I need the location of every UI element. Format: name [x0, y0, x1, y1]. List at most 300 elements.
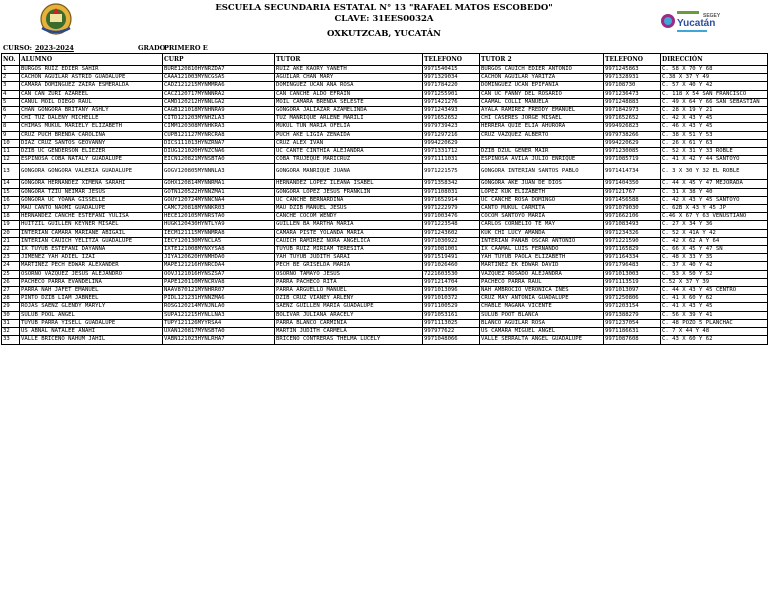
cell-tutor2: DOMINGUEZ UCAN EPIFANIA	[480, 82, 604, 90]
cell-tutor2: UC CANCHE ROSA DOMINGO	[480, 196, 604, 204]
cell-alumno: ESPINOSA COBA NATALY GUADALUPE	[20, 156, 163, 164]
cell-telefono: 9971053161	[423, 311, 480, 319]
cell-tutor2: CRUZ MAY ANTONIA GUADALUPE	[480, 295, 604, 303]
cell-no: 29	[2, 303, 20, 311]
table-row	[2, 82, 768, 90]
table-row	[2, 295, 768, 303]
cell-no: 32	[2, 328, 20, 336]
cell-alumno: TUYUB PARRA YISELL GUADALUPE	[20, 319, 163, 327]
cell-tutor2: KUK CHI LUCY AMANDA	[480, 229, 604, 237]
cell-tutor: AGUILAR CHAN MARY	[275, 74, 423, 82]
cell-tutor2: PACHECO PARRA RAUL	[480, 278, 604, 286]
cell-alumno: JIMENEZ YAH ADIEL IZAI	[20, 254, 163, 262]
cell-curp: GOUY120724MYNNCNA4	[163, 196, 275, 204]
cell-tutor2: GONGORA AKE JUAN DE DIOS	[480, 180, 604, 188]
table-row	[2, 156, 768, 164]
table-row	[2, 278, 768, 286]
cell-telefono: 9971111031	[423, 156, 480, 164]
cell-telefono: 997977622	[423, 328, 480, 336]
cell-alumno: US ABNAL NATALEE ANAHI	[20, 328, 163, 336]
table-row	[2, 303, 768, 311]
cell-curp: IECM121115MYNNMRA8	[163, 229, 275, 237]
table-row	[2, 262, 768, 270]
cell-tutor: UC CANCHE BERNARDINA	[275, 196, 423, 204]
cell-tutor2	[480, 139, 604, 147]
cell-curp: MAPE121216HYNRCDA4	[163, 262, 275, 270]
cell-direccion: C. 41 X 60 Y 62	[661, 295, 768, 303]
col-header-direccion: DIRECCIÓN	[661, 54, 768, 66]
cell-curp: PIDL121231HYNNZMA6	[163, 295, 275, 303]
cell-curp: PAPE120110MYNCRVA8	[163, 278, 275, 286]
table-row	[2, 270, 768, 278]
cell-alumno: GONGORA TZIU NEIMAR JESUS	[20, 188, 163, 196]
cell-tutor: RUIZ AKE KAORY YANETH	[275, 66, 423, 74]
cell-direccion: C. 42 X 43 Y 45 SANTOYO	[661, 196, 768, 204]
cell-telefono2: 9971079030	[604, 205, 661, 213]
cell-telefono2: 9971248883	[604, 98, 661, 106]
cell-telefono2: 9994926823	[604, 123, 661, 131]
cell-tutor2: CHABLE MAGANA VICENTE	[480, 303, 604, 311]
cell-no: 33	[2, 336, 20, 344]
cell-telefono: 9971784220	[423, 82, 480, 90]
cell-alumno: GONGORA GONGORA VALERIA GUADALUPE	[20, 164, 163, 180]
cell-curp: CACZ120717MYNNNRA2	[163, 90, 275, 98]
cell-no: 3	[2, 82, 20, 90]
cell-curp: CADZ121215MYNMMRA6	[163, 82, 275, 90]
cell-telefono2: 9971083493	[604, 221, 661, 229]
logo-brand-text: Yucatán	[677, 18, 716, 29]
cell-tutor2: CRUZ VAZQUEZ ALBERTO	[480, 131, 604, 139]
cell-tutor2: SULUB POOT BLANCA	[480, 311, 604, 319]
cell-tutor: MARTIN JUDITH CARMELA	[275, 328, 423, 336]
cell-tutor2: VALLE SERRALTA ANGEL GUADALUPE	[480, 336, 604, 344]
cell-telefono2: 9971237054	[604, 319, 661, 327]
cell-telefono: 9971108031	[423, 188, 480, 196]
cell-curp: SUPA121215HYNLLNA3	[163, 311, 275, 319]
table-row	[2, 196, 768, 204]
cell-telefono2: 9971404350	[604, 180, 661, 188]
table-row	[2, 74, 768, 82]
cell-direccion: C. 27 X 34 Y 36	[661, 221, 768, 229]
cell-curp: IECY120130MYNCLA5	[163, 237, 275, 245]
cell-alumno: BURGOS RUIZ EDIER SAHIR	[20, 66, 163, 74]
cell-telefono2: 9971113519	[604, 278, 661, 286]
table-row	[2, 311, 768, 319]
cell-alumno: CAN CAN ZURI AZAREEL	[20, 90, 163, 98]
cell-tutor: PARRA ARGUELLO MANUEL	[275, 287, 423, 295]
cell-alumno: IX TUYUB ESTEFANI DAYANNA	[20, 246, 163, 254]
cell-curp: CITD121203MYNHZLA3	[163, 115, 275, 123]
cell-curp: UXAN120817MYNSBTA0	[163, 328, 275, 336]
table-row	[2, 221, 768, 229]
cell-tutor: YAH TUYUB JUDITH SARAI	[275, 254, 423, 262]
cell-direccion: C.52 X 37 Y 39	[661, 278, 768, 286]
table-row	[2, 229, 768, 237]
cell-telefono2: 9971230085	[604, 148, 661, 156]
cell-tutor2: CANTO MUKUL CARMITA	[480, 205, 604, 213]
cell-telefono: 9971358342	[423, 180, 480, 188]
cell-telefono: 9971297216	[423, 131, 480, 139]
cell-direccion: C.46 X 67 Y 63 VENUSTIANO	[661, 213, 768, 221]
cell-direccion: C. 52 X 31 Y 33 ROBLE	[661, 148, 768, 156]
cell-telefono: 9971331712	[423, 148, 480, 156]
cell-telefono2: 9971250806	[604, 295, 661, 303]
cell-telefono: 9971243493	[423, 107, 480, 115]
cell-telefono2: 9971796483	[604, 262, 661, 270]
col-header-alumno: ALUMNO	[20, 54, 163, 66]
cell-telefono2: 9971662106	[604, 213, 661, 221]
cell-no: 23	[2, 254, 20, 262]
cell-alumno: ROJAS SAENZ GLENDY MARYLY	[20, 303, 163, 311]
table-row	[2, 66, 768, 74]
cell-no: 24	[2, 262, 20, 270]
cell-tutor2: CARLOS CORNELIO TE MAY	[480, 221, 604, 229]
cell-alumno: VALLE BRICEÑO NAHUM JAHIL	[20, 336, 163, 344]
cell-tutor: PARRA BLANCO CARMINIA	[275, 319, 423, 327]
cell-no: 20	[2, 229, 20, 237]
cell-tutor: OSORNO TAMAYO JESUS	[275, 270, 423, 278]
cell-alumno: CAMARA DOMINGUEZ ZAIRA ESMERALDA	[20, 82, 163, 90]
cell-curp: GOHX120814MYNNRMA1	[163, 180, 275, 188]
cell-tutor: TUYUB RUIZ MIRIAM TERESITA	[275, 246, 423, 254]
cell-curp: CUPB121127MYNRCRA8	[163, 131, 275, 139]
cell-telefono2: 9971087608	[604, 336, 661, 344]
cell-direccion: C. 56 X 39 Y 41	[661, 311, 768, 319]
government-emblem-icon	[660, 7, 720, 37]
cell-direccion: C. 52 X 41A Y 42	[661, 229, 768, 237]
table-body	[2, 66, 768, 345]
cell-no: 10	[2, 139, 20, 147]
cell-telefono2: 9971328931	[604, 74, 661, 82]
cell-curp: GOGV120805MYNNNLA3	[163, 164, 275, 180]
cell-no: 25	[2, 270, 20, 278]
cell-direccion: C. 37 X 40 Y 42	[661, 262, 768, 270]
cell-tutor: TUZ MANRIQUE ARLENE MARILI	[275, 115, 423, 123]
cell-curp: CAGB121018MYNHNRA9	[163, 107, 275, 115]
cell-telefono2: 9979738266	[604, 131, 661, 139]
cell-alumno: PINTO DZIB LIAM JABNEEL	[20, 295, 163, 303]
cell-tutor: HERNANDEZ LOPEZ ILEANA ISABEL	[275, 180, 423, 188]
cell-curp: DIUG121020HYNZCNA6	[163, 148, 275, 156]
cell-tutor: UC CANTE CINTHIA ALEJANDRA	[275, 148, 423, 156]
table-row	[2, 237, 768, 245]
government-logo	[660, 7, 720, 37]
table-row	[2, 164, 768, 180]
cell-no: 6	[2, 107, 20, 115]
cell-direccion: C. 43 X 60 Y 62	[661, 336, 768, 344]
cell-no: 28	[2, 295, 20, 303]
cell-telefono2: 997108730	[604, 82, 661, 90]
table-row	[2, 98, 768, 106]
cell-alumno: CHI TUZ DALENY MICHELLE	[20, 115, 163, 123]
cell-telefono: 9971221575	[423, 164, 480, 180]
cell-tutor2: YAH TUYUB PAOLA ELIZABETH	[480, 254, 604, 262]
cell-curp: NAAV870121MYNHRR07	[163, 287, 275, 295]
cell-no: 21	[2, 237, 20, 245]
cell-tutor: DZIB CRUZ VIANEY ARLENY	[275, 295, 423, 303]
cell-telefono2: 9971414734	[604, 164, 661, 180]
col-header-telefono: TELEFONO	[423, 54, 480, 66]
cell-no: 18	[2, 213, 20, 221]
cell-no: 5	[2, 98, 20, 106]
cell-curp: EICN120821MYNSBTA0	[163, 156, 275, 164]
col-header-tutor2: TUTOR 2	[480, 54, 604, 66]
table-row	[2, 148, 768, 156]
cell-no: 1	[2, 66, 20, 74]
cell-no: 9	[2, 131, 20, 139]
cell-telefono: 9971010372	[423, 295, 480, 303]
cell-direccion: C. 53 X 50 Y 52	[661, 270, 768, 278]
cell-tutor: GONGORA MANRIQUE JUANA	[275, 164, 423, 180]
cell-alumno: INTERIAN CAUICH YELITZA GUADALUPE	[20, 237, 163, 245]
cell-direccion: C. 48 POZO 5 PLANCHAC	[661, 319, 768, 327]
cell-curp: CAMC720818MYNNKR03	[163, 205, 275, 213]
cell-alumno: CRUZ PUCH BRENDA CAROLINA	[20, 131, 163, 139]
cell-alumno: CACHON AGUILAR ASTRID GUADALUPE	[20, 74, 163, 82]
cell-direccion: C. 48 X 33 Y 35	[661, 254, 768, 262]
cell-tutor2: LOPEZ KUK ELIZABETH	[480, 188, 604, 196]
cell-alumno: PARRA NAH JAFET EMANUEL	[20, 287, 163, 295]
cell-tutor2: ESPINOSA AVILA JULIO ENRIQUE	[480, 156, 604, 164]
cell-tutor2: VAZQUEZ ROSADO ALEJANDRA	[480, 270, 604, 278]
cell-telefono2: 9971388279	[604, 311, 661, 319]
cell-direccion: C. 38 X 51 Y 53	[661, 131, 768, 139]
cell-telefono: 9971329034	[423, 74, 480, 82]
cell-no: 13	[2, 164, 20, 180]
cell-tutor2: BLANCO AGUILAR ROSA	[480, 319, 604, 327]
cell-no: 14	[2, 180, 20, 188]
cell-telefono: 7221603530	[423, 270, 480, 278]
table-row	[2, 139, 768, 147]
cell-tutor: SAENZ GUILLEN MARIA GUADALUPE	[275, 303, 423, 311]
cell-telefono: 9971100529	[423, 303, 480, 311]
cell-tutor: PECH BE GRISELDA MARIA	[275, 262, 423, 270]
cell-direccion: C. 42 X 43 Y 45	[661, 115, 768, 123]
cell-curp: CAAA121003MYNCGSA5	[163, 74, 275, 82]
cell-telefono2: 9971013003	[604, 270, 661, 278]
cell-tutor: DOMINGUEZ UCAN ANA ROSA	[275, 82, 423, 90]
cell-tutor2: COCOM SANTOYO MARIA	[480, 213, 604, 221]
col-header-tutor: TUTOR	[275, 54, 423, 66]
cell-direccion: C.38 X 37 Y 49	[661, 74, 768, 82]
cell-telefono: 9971214704	[423, 278, 480, 286]
cell-no: 26	[2, 278, 20, 286]
cell-tutor: MOIL CAMARA BRENDA SELESTE	[275, 98, 423, 106]
cell-telefono: 9971222979	[423, 205, 480, 213]
cell-telefono2: 9971652652	[604, 115, 661, 123]
cell-alumno: GONGORA UC YOANA GISSELLE	[20, 196, 163, 204]
cell-tutor: GONGORA JALIAZAR AZAMELINDA	[275, 107, 423, 115]
cell-telefono: 9971421276	[423, 98, 480, 106]
cell-telefono2: 9971164334	[604, 254, 661, 262]
cell-direccion: C. 7 X 44 Y 48	[661, 328, 768, 336]
cell-telefono2: 9971013097	[604, 287, 661, 295]
cell-tutor2: CHI CASERES JORGE MISAEL	[480, 115, 604, 123]
table-row	[2, 115, 768, 123]
cell-telefono: 9979739423	[423, 123, 480, 131]
cell-telefono: 9971243602	[423, 229, 480, 237]
cell-telefono: 9971540415	[423, 66, 480, 74]
cell-direccion: C. 57 X 40 Y 42	[661, 82, 768, 90]
cell-curp: CAMD120212HYNNLGA2	[163, 98, 275, 106]
cell-direccion: C. 31 X 38 Y 40	[661, 188, 768, 196]
cell-tutor: CAUICH RAMIREZ NORA ANGELICA	[275, 237, 423, 245]
cell-alumno: SULUB POOL ANGEL	[20, 311, 163, 319]
grado-label: GRADO	[138, 44, 166, 52]
table-row	[2, 336, 768, 344]
table-row	[2, 213, 768, 221]
cell-alumno: PACHECO PARRA EVANDELINA	[20, 278, 163, 286]
cell-direccion: C. 62B X 43 Y 45 JP	[661, 205, 768, 213]
cell-no: 31	[2, 319, 20, 327]
school-location: OXKUTZCAB, YUCATÁN	[327, 29, 441, 39]
cell-tutor: CRUZ ALEX IVAN	[275, 139, 423, 147]
cell-telefono: 9971048066	[423, 336, 480, 344]
cell-tutor2: INTERIAN PANAB OSCAR ANTONIO	[480, 237, 604, 245]
cell-telefono: 9971013096	[423, 287, 480, 295]
cell-curp: BURE120810HYNRZDA7	[163, 66, 275, 74]
cell-telefono2: 9994220629	[604, 139, 661, 147]
cell-no: 15	[2, 188, 20, 196]
cell-tutor2: NAH AMBROCIO VERONICA INES	[480, 287, 604, 295]
cell-telefono2: 9971456588	[604, 196, 661, 204]
cell-tutor: BRICEÑO CONTRERAS THELMA LUCELY	[275, 336, 423, 344]
cell-alumno: CANUL MOIL DIEGO RAUL	[20, 98, 163, 106]
cell-tutor: MUKUL TUN MARIA OFELIA	[275, 123, 423, 131]
table-row	[2, 90, 768, 98]
cell-direccion: C. 46 X 43 Y 45	[661, 123, 768, 131]
table-row	[2, 254, 768, 262]
table-row	[2, 205, 768, 213]
cell-tutor: CAN CANCHE ALDO EFRAIN	[275, 90, 423, 98]
cell-telefono2: 9971203154	[604, 303, 661, 311]
table-row	[2, 246, 768, 254]
cell-alumno: INTERIAN CAMARA MARIANE ABIGAIL	[20, 229, 163, 237]
col-header-curp: CURP	[163, 54, 275, 66]
cell-direccion: C. 44 X 45 Y 47 MEJORADA	[661, 180, 768, 188]
table-row	[2, 188, 768, 196]
table-row	[2, 319, 768, 327]
cell-alumno: DIAZ CRUZ SANTOS GEOVANNY	[20, 139, 163, 147]
table-row	[2, 180, 768, 188]
cell-no: 30	[2, 311, 20, 319]
cell-telefono: 9971255901	[423, 90, 480, 98]
cell-alumno: MAU CANTO NAOMI GUADALUPE	[20, 205, 163, 213]
table-row	[2, 123, 768, 131]
cell-curp: HECE120105MYNRSTA0	[163, 213, 275, 221]
table-row	[2, 131, 768, 139]
col-header-telefono2: TELEFONO	[604, 54, 661, 66]
cell-telefono2: 9971085719	[604, 156, 661, 164]
cell-direccion: C. 44 X 43 Y 45 CENTRO	[661, 287, 768, 295]
cell-curp: ROSG120214MYNJNLA0	[163, 303, 275, 311]
cell-telefono: 9971652652	[423, 115, 480, 123]
cell-tutor: MAU DZIB MANUEL JESUS	[275, 205, 423, 213]
cell-curp: VABN121023HYNLRHA7	[163, 336, 275, 344]
cell-tutor2: US CAMARA MIGUEL ANGEL	[480, 328, 604, 336]
cell-telefono2: 9971842973	[604, 107, 661, 115]
cell-no: 7	[2, 115, 20, 123]
cell-tutor: GUILLEN BA MARTHA MARIA	[275, 221, 423, 229]
cell-no: 27	[2, 287, 20, 295]
cell-no: 19	[2, 221, 20, 229]
cell-telefono2: 997121767	[604, 188, 661, 196]
cell-tutor: PUCH AKE LIGIA ZENAIDA	[275, 131, 423, 139]
cell-telefono2: 9971234326	[604, 229, 661, 237]
cell-direccion: C. 41 X 42 Y 44 SANTOYO	[661, 156, 768, 164]
cell-tutor2: DZIB DZUL GENER MAIR	[480, 148, 604, 156]
table-row	[2, 107, 768, 115]
cell-telefono2: 9971245863	[604, 66, 661, 74]
cell-no: 16	[2, 196, 20, 204]
cell-telefono: 9971030922	[423, 237, 480, 245]
cell-alumno: HERNANDEZ CANCHE ESTEFANI YULISA	[20, 213, 163, 221]
cell-telefono: 9994220629	[423, 139, 480, 147]
cell-no: 4	[2, 90, 20, 98]
cell-tutor: GONGORA LOPEZ JESUS FRANKLIN	[275, 188, 423, 196]
cell-curp: TUPY121126MYYRSA4	[163, 319, 275, 327]
cell-telefono2: 9971236473	[604, 90, 661, 98]
cell-direccion: C. 3 X 30 Y 32 EL ROBLE	[661, 164, 768, 180]
cell-no: 2	[2, 74, 20, 82]
cell-tutor: CAMARA PISTE YOLANDA MARIA	[275, 229, 423, 237]
cell-direccion: C. 118 X 54 SAN FRANCISCO	[661, 90, 768, 98]
cell-telefono: 9971026460	[423, 262, 480, 270]
cell-curp: DICS111013HYNZRNA7	[163, 139, 275, 147]
cell-alumno: CHAN GONGORA BRITANY ASHLY	[20, 107, 163, 115]
cell-direccion: C. 58 X 70 Y 68	[661, 66, 768, 74]
cell-tutor2: GONGORA INTERIAN SANTOS PABLO	[480, 164, 604, 180]
cell-curp: OOVJ121016HYNSZSA7	[163, 270, 275, 278]
cell-alumno: HUITZIL GUILLEN KEYNER MISAEL	[20, 221, 163, 229]
cell-direccion: C. 41 X 43 Y 45	[661, 303, 768, 311]
cell-telefono2: 9971165829	[604, 246, 661, 254]
cell-direccion: C. 42 X 62 A Y 64	[661, 237, 768, 245]
cell-no: 17	[2, 205, 20, 213]
cell-curp: JIYA120620HYNMHDA0	[163, 254, 275, 262]
cell-telefono: 9971003476	[423, 213, 480, 221]
cell-alumno: CHIMAS MUKUL MARIELY ELIZABETH	[20, 123, 163, 131]
cell-telefono: 9971081001	[423, 246, 480, 254]
cell-curp: IXTE121008MYNXYSA8	[163, 246, 275, 254]
school-clave: CLAVE: 31EES0032A	[334, 14, 434, 24]
school-name: ESCUELA SECUNDARIA ESTATAL N° 13 "RAFAEL MATOS ESCOBEDO"	[215, 3, 553, 13]
cell-alumno: MARTINEZ PECH EDWAR ALEXANDER	[20, 262, 163, 270]
col-header-no: NO.	[2, 54, 20, 66]
cell-curp: HUGK120430HYNTLYA9	[163, 221, 275, 229]
table-header-row	[2, 54, 768, 66]
grado-value: PRIMERO E	[164, 44, 208, 52]
cell-telefono: 9971223548	[423, 221, 480, 229]
cell-curp: CIMM120308MYNHKRA3	[163, 123, 275, 131]
cell-direccion: C. 26 X 61 Y 63	[661, 139, 768, 147]
cell-tutor: COBA TRUJEQUE MARICRUZ	[275, 156, 423, 164]
cell-no: 12	[2, 156, 20, 164]
cell-curp: GOTN120522HYNNZMA1	[163, 188, 275, 196]
cell-tutor: BOLIVAR JULIANA ARACELY	[275, 311, 423, 319]
cell-tutor: PARRA PACHECO RITA	[275, 278, 423, 286]
cell-direccion: C. 49 X 64 Y 66 SAN SEBASTIAN	[661, 98, 768, 106]
student-table	[1, 53, 768, 345]
logo-sub-text: SEGEY	[703, 13, 720, 19]
cell-no: 22	[2, 246, 20, 254]
cell-tutor2: BURGOS CAUICH EDIER ANTONIO	[480, 66, 604, 74]
curso-value: 2023-2024	[35, 44, 74, 52]
cell-no: 11	[2, 148, 20, 156]
cell-tutor2: CAN UC FANNY DEL ROSARIO	[480, 90, 604, 98]
cell-alumno: OSORNO VAZQUEZ JESUS ALEJANDRO	[20, 270, 163, 278]
cell-telefono2: 9971221590	[604, 237, 661, 245]
